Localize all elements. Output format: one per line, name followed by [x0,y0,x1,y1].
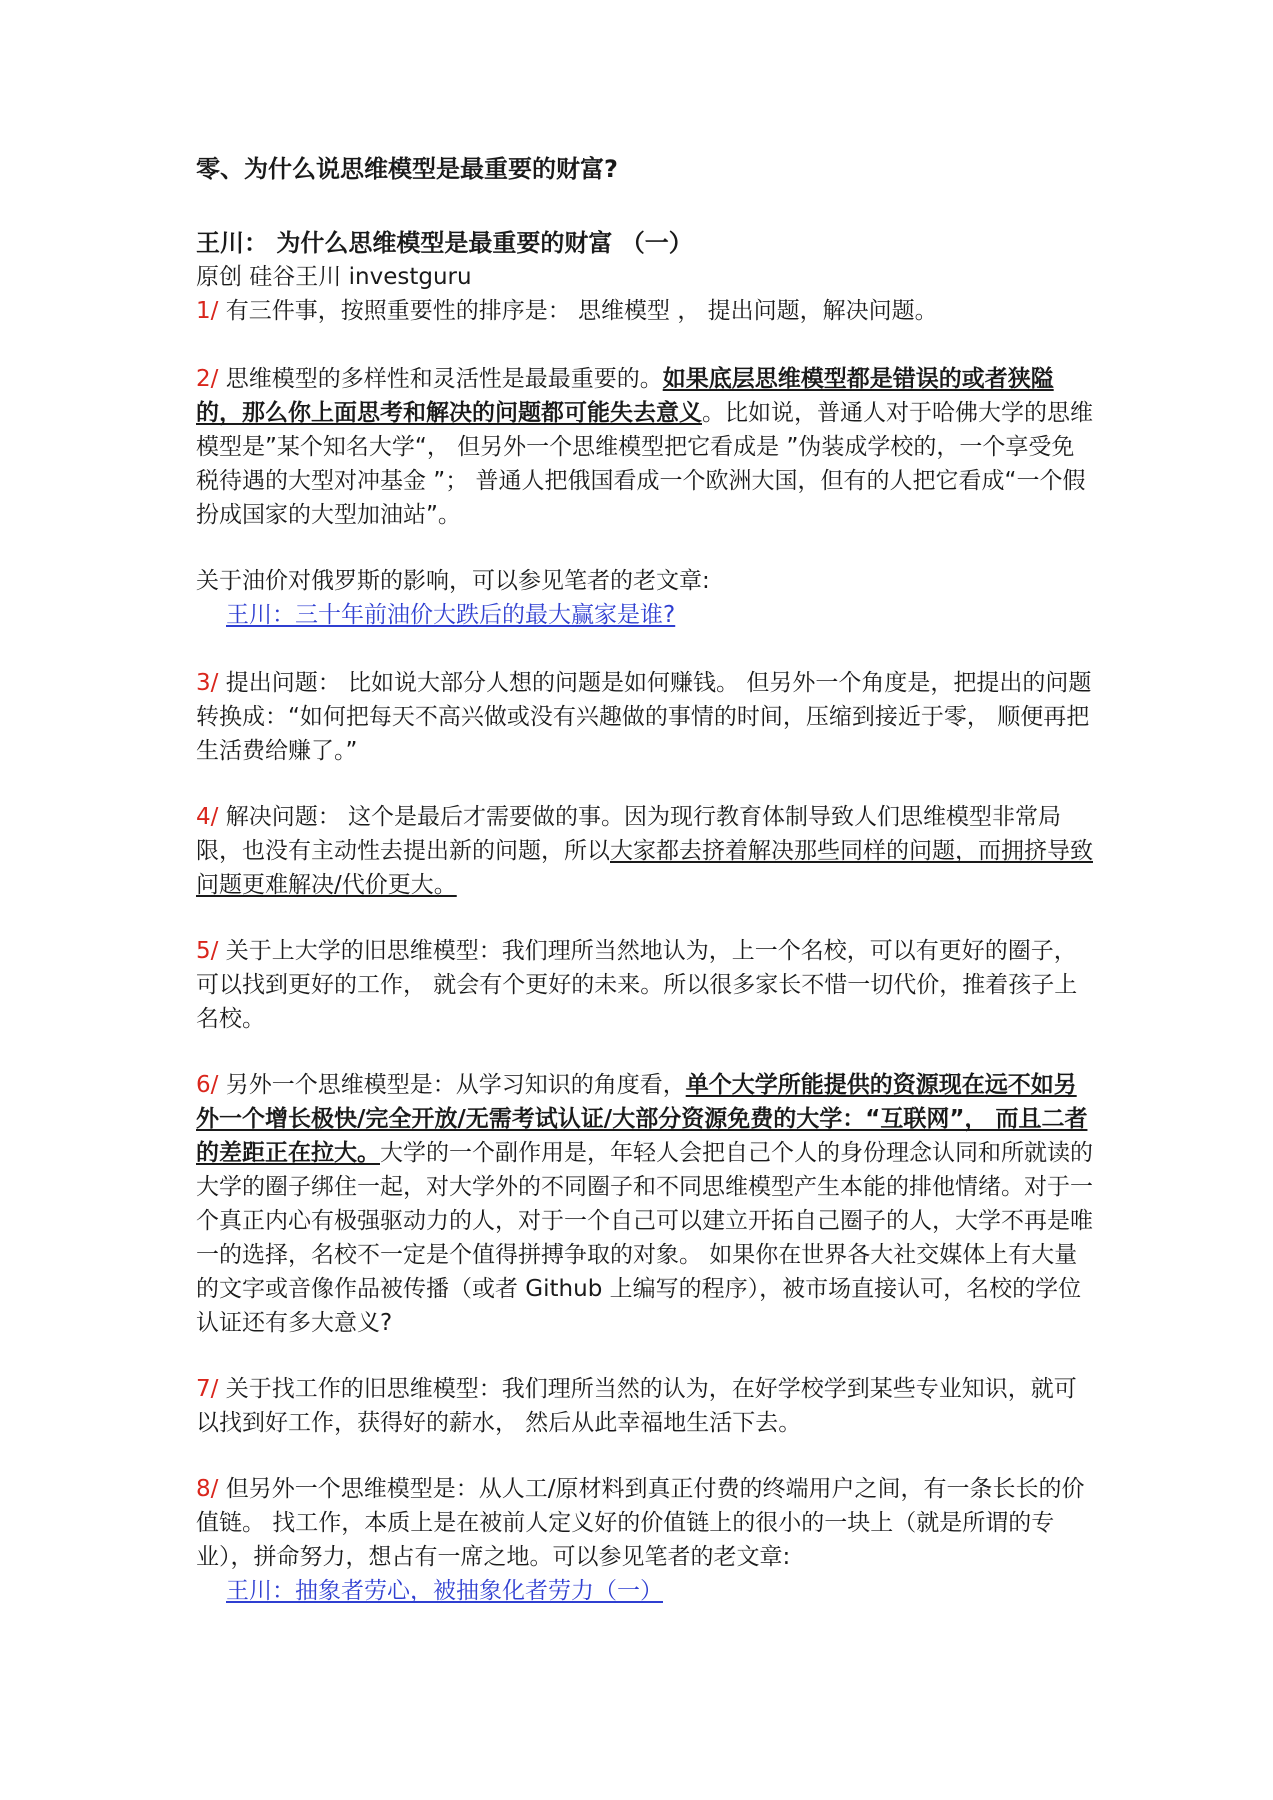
paragraph-text: 但另外一个思维模型是：从人工/原材料到真正付费的终端用户之间，有一条长长的价值链。 找工作，本质上是在被前人定义好的价值链上的很小的一块上（就是所谓的专业），拼命努力，想占有一席之地。可以参见笔者的老文章: [196,1476,1085,1570]
article-title: 王川： 为什么思维模型是最重要的财富 （一） [196,229,693,257]
paragraph-text: 关于上大学的旧思维模型：我们理所当然地认为，上一个名校，可以有更好的圈子，可以找到更好的工作， 就会有个更好的未来。所以很多家长不惜一切代价，推着孩子上名校。 [196,938,1078,1032]
paragraph-text: 另外一个思维模型是：从学习知识的角度看， [218,1072,686,1098]
paragraph-text: 思维模型的多样性和灵活性是最最重要的。 [218,366,663,392]
paragraph-7 [196,1372,1093,1440]
item-number: 2/ [196,366,219,392]
paragraph-text: 提出问题： 比如说大部分人想的问题是如何赚钱。 但另外一个角度是，把提出的问题转换成：“如何把每天不高兴做或没有兴趣做的事情的时间，压缩到接近于零， 顺便再把生活费给赚了。” [196,670,1092,764]
link-row [196,598,1093,634]
paragraph-2-note: 关于油价对俄罗斯的影响，可以参见笔者的老文章: [196,568,710,594]
paragraph-text: 有三件事，按照重要性的排序是： 思维模型 ， 提出问题，解决问题。 [218,298,938,324]
section-heading: 零、为什么说思维模型是最重要的财富? [196,155,618,183]
item-number: 4/ [196,804,219,830]
underlined-text: 大家都去挤着解决那些同样的问题，而拥挤导致问题更难解决/代价更大。 [196,838,1093,898]
item-number: 6/ [196,1072,219,1098]
item-number: 1/ [196,298,219,324]
emphasis-text: 如果底层思维模型都是错误的或者狭隘的，那么你上面思考和解决的问题都可能失去意义 [196,366,1054,426]
item-number: 7/ [196,1376,219,1402]
article-link-abstraction[interactable]: 王川：抽象者劳心，被抽象化者劳力（一） [226,1578,663,1604]
article-byline: 原创 硅谷王川 investguru [196,264,472,290]
link-row [196,1574,1093,1610]
paragraph-text: 大学的一个副作用是，年轻人会把自己个人的身份理念认同和所就读的大学的圈子绑住一起，对大学外的不同圈子和不同思维模型产生本能的排他情绪。对于一个真正内心有极强驱动力的人，对于一个自己可以建立开拓自己圈子的人，大学不再是唯一的选择，名校不一定是个值得拼搏争取的对象。 如果你在世界各大社交媒体上有大量的文字或音像作品被传播（或者 Github 上编写的程序），被市场直接认可，名校的学位认证还有多大意义? [196,1140,1093,1336]
item-number: 3/ [196,670,219,696]
paragraph-text: 。比如说，普通人对于哈佛大学的思维模型是”某个知名大学“， 但另外一个思维模型把它看成是 ”伪装成学校的，一个享受免税待遇的大型对冲基金 ”； 普通人把俄国看成一个欧洲大国，但有的人把它看成“一个假扮成国家的大型加油站”。 [196,400,1093,528]
article-link-oil-price[interactable]: 王川：三十年前油价大跌后的最大赢家是谁? [226,602,676,628]
paragraph-6 [196,1068,1093,1340]
item-number: 8/ [196,1476,219,1502]
paragraph-text: 解决问题： 这个是最后才需要做的事。因为现行教育体制导致人们思维模型非常局限，也没有主动性去提出新的问题，所以 [196,804,1062,864]
paragraph-1 [196,294,1093,328]
paragraph-4 [196,800,1093,902]
item-number: 5/ [196,938,219,964]
paragraph-2 [196,362,1093,532]
emphasis-text: 单个大学所能提供的资源现在远不如另外一个增长极快/完全开放/无需考试认证/大部分资源免费的大学：“互联网”， 而且二者的差距正在拉大。 [196,1072,1088,1166]
paragraph-text: 关于找工作的旧思维模型：我们理所当然的认为，在好学校学到某些专业知识，就可以找到好工作，获得好的薪水， 然后从此幸福地生活下去。 [196,1376,1077,1436]
paragraph-8 [196,1472,1093,1574]
paragraph-3 [196,666,1093,768]
paragraph-5 [196,934,1093,1036]
